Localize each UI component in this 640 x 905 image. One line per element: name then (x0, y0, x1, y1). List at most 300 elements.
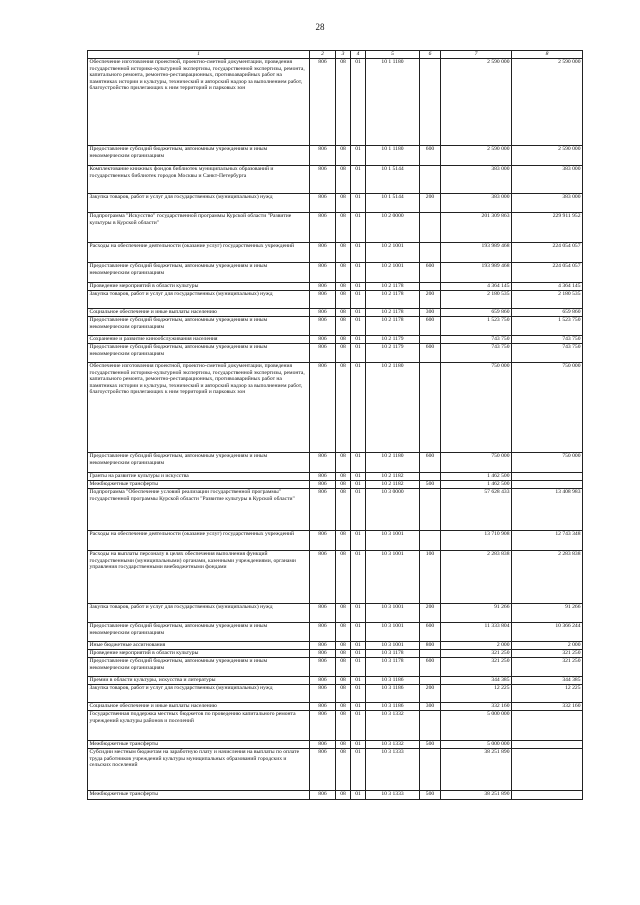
row-amount-cell: 5 000 000 (441, 741, 512, 749)
row-amount-cell: 13 408 983 (512, 489, 583, 531)
row-section-cell: 08 (336, 243, 351, 263)
row-amount-cell: 332 160 (441, 703, 512, 711)
row-ministry-cell: 806 (310, 531, 336, 551)
row-ministry-cell: 806 (310, 604, 336, 623)
row-amount-cell: 38 251 890 (441, 791, 512, 800)
row-target-article-cell: 10 2 0000 (366, 213, 420, 243)
row-amount-cell: 2 590 000 (441, 59, 512, 146)
row-subsection-cell: 01 (351, 363, 366, 453)
row-ministry-cell: 806 (310, 703, 336, 711)
row-section-cell: 08 (336, 604, 351, 623)
row-section-cell: 08 (336, 363, 351, 453)
table-row (88, 749, 583, 791)
table-row (88, 481, 583, 489)
row-name-cell: Расходы на обеспечение деятельности (оказание услуг) государственных учреждений (88, 243, 310, 263)
row-ministry-cell: 806 (310, 166, 336, 194)
row-section-cell: 08 (336, 263, 351, 283)
row-name-cell: Предоставление субсидий бюджетным, автономным учреждениям и иным некоммерческим организациям (88, 344, 310, 363)
row-target-article-cell: 10 2 1178 (366, 283, 420, 291)
row-target-article-cell: 10 1 5144 (366, 194, 420, 213)
row-amount-cell: 743 750 (441, 336, 512, 344)
row-target-article-cell: 10 3 0000 (366, 489, 420, 531)
row-section-cell: 08 (336, 213, 351, 243)
row-amount-cell: 38 251 890 (441, 749, 512, 791)
table-row (88, 453, 583, 473)
row-subsection-cell: 01 (351, 604, 366, 623)
row-amount-cell: 2 590 000 (441, 146, 512, 166)
row-name-cell: Гранты на развитие культуры и искусства (88, 473, 310, 481)
row-name-cell: Закупка товаров, работ и услуг для государственных (муниципальных) нужд (88, 291, 310, 309)
row-amount-cell: 12 225 (512, 685, 583, 703)
table-row (88, 336, 583, 344)
row-amount-cell (512, 741, 583, 749)
table-row (88, 658, 583, 677)
table-row (88, 283, 583, 291)
row-target-article-cell: 10 3 1186 (366, 703, 420, 711)
row-expense-type-cell (420, 473, 441, 481)
row-subsection-cell: 01 (351, 213, 366, 243)
row-amount-cell: 750 000 (512, 363, 583, 453)
table-row (88, 623, 583, 642)
table-row (88, 194, 583, 213)
row-subsection-cell: 01 (351, 291, 366, 309)
table-row (88, 489, 583, 531)
row-target-article-cell: 10 3 1333 (366, 791, 420, 800)
row-name-cell: Предоставление субсидий бюджетным, автономным учреждениям и иным некоммерческим организациям (88, 317, 310, 336)
table-body (88, 59, 583, 800)
row-subsection-cell: 01 (351, 791, 366, 800)
table-row (88, 243, 583, 263)
row-ministry-cell: 806 (310, 711, 336, 741)
row-target-article-cell: 10 2 1001 (366, 243, 420, 263)
table-row (88, 711, 583, 741)
row-section-cell: 08 (336, 749, 351, 791)
row-amount-cell (512, 791, 583, 800)
row-expense-type-cell (420, 213, 441, 243)
row-expense-type-cell: 300 (420, 309, 441, 317)
table-row (88, 741, 583, 749)
row-target-article-cell: 10 3 1333 (366, 749, 420, 791)
row-target-article-cell: 10 3 1332 (366, 711, 420, 741)
row-target-article-cell: 10 3 1178 (366, 658, 420, 677)
row-amount-cell: 743 750 (512, 344, 583, 363)
row-target-article-cell: 10 3 1186 (366, 685, 420, 703)
row-target-article-cell: 10 3 1332 (366, 741, 420, 749)
row-amount-cell: 383 000 (441, 166, 512, 194)
row-amount-cell (512, 473, 583, 481)
row-expense-type-cell: 100 (420, 551, 441, 604)
row-name-cell: Социальное обеспечение и иные выплаты населению (88, 309, 310, 317)
row-target-article-cell: 10 2 1180 (366, 453, 420, 473)
row-target-article-cell: 10 2 1178 (366, 317, 420, 336)
row-expense-type-cell: 600 (420, 623, 441, 642)
table-row (88, 551, 583, 604)
row-ministry-cell: 806 (310, 473, 336, 481)
row-amount-cell: 383 000 (512, 194, 583, 213)
row-section-cell: 08 (336, 658, 351, 677)
table-row (88, 59, 583, 146)
row-amount-cell: 2 000 (441, 642, 512, 650)
row-expense-type-cell: 600 (420, 317, 441, 336)
row-ministry-cell: 806 (310, 263, 336, 283)
row-target-article-cell: 10 2 1179 (366, 336, 420, 344)
header-cell: 5 (366, 51, 420, 59)
row-subsection-cell: 01 (351, 453, 366, 473)
row-amount-cell: 332 160 (512, 703, 583, 711)
row-subsection-cell: 01 (351, 59, 366, 146)
row-section-cell: 08 (336, 166, 351, 194)
row-amount-cell: 224 054 057 (512, 243, 583, 263)
row-name-cell: Предоставление субсидий бюджетным, автономным учреждениям и иным некоммерческим организациям (88, 658, 310, 677)
row-section-cell: 08 (336, 317, 351, 336)
table-row (88, 317, 583, 336)
row-amount-cell: 659 860 (441, 309, 512, 317)
table-row (88, 703, 583, 711)
row-amount-cell (512, 749, 583, 791)
budget-table (87, 50, 583, 800)
row-target-article-cell: 10 2 1180 (366, 363, 420, 453)
table-row (88, 473, 583, 481)
row-amount-cell: 750 000 (512, 453, 583, 473)
row-target-article-cell: 10 2 1178 (366, 291, 420, 309)
row-subsection-cell: 01 (351, 658, 366, 677)
row-amount-cell: 4 364 145 (441, 283, 512, 291)
row-name-cell: Обеспечение изготовления проектной, проектно-сметной документации, проведения государственной историко-культурной экспертизы, государственной экспертизы, ремонта, капитального ремонта, ремонтно-реставрационных, противоаварийных работ на памятниках истории и культуры, технический и авторский надзор за выполнением работ, благоустройство прилегающих к ним территорий и парковых зон (88, 59, 310, 146)
row-amount-cell: 383 000 (441, 194, 512, 213)
row-ministry-cell: 806 (310, 650, 336, 658)
row-expense-type-cell: 200 (420, 291, 441, 309)
row-subsection-cell: 01 (351, 283, 366, 291)
row-name-cell: Субсидии местным бюджетам на заработную плату и начисления на выплаты по оплате труда работников учреждений культуры муниципальных образований городских и сельских поселений (88, 749, 310, 791)
table-row (88, 263, 583, 283)
row-amount-cell: 1 462 500 (441, 473, 512, 481)
row-section-cell: 08 (336, 489, 351, 531)
row-target-article-cell: 10 2 1182 (366, 473, 420, 481)
row-ministry-cell: 806 (310, 309, 336, 317)
row-ministry-cell: 806 (310, 363, 336, 453)
table-row (88, 604, 583, 623)
header-cell: 4 (351, 51, 366, 59)
row-ministry-cell: 806 (310, 317, 336, 336)
row-amount-cell: 2 000 (512, 642, 583, 650)
row-section-cell: 08 (336, 453, 351, 473)
row-name-cell: Подпрограмма "Искусство" государственной программы Курской области "Развитие культуры в Курской области" (88, 213, 310, 243)
row-name-cell: Межбюджетные трансферты (88, 481, 310, 489)
row-section-cell: 08 (336, 791, 351, 800)
row-subsection-cell: 01 (351, 317, 366, 336)
table-row (88, 291, 583, 309)
row-target-article-cell: 10 2 1178 (366, 309, 420, 317)
row-ministry-cell: 806 (310, 213, 336, 243)
row-amount-cell: 11 333 804 (441, 623, 512, 642)
row-amount-cell: 4 364 145 (512, 283, 583, 291)
row-name-cell: Премии в области культуры, искусства и литературы (88, 677, 310, 685)
row-ministry-cell: 806 (310, 658, 336, 677)
row-subsection-cell: 01 (351, 741, 366, 749)
row-target-article-cell: 10 3 1178 (366, 650, 420, 658)
row-target-article-cell: 10 1 5144 (366, 166, 420, 194)
row-amount-cell: 193 989 468 (441, 243, 512, 263)
row-amount-cell: 229 911 952 (512, 213, 583, 243)
row-name-cell: Сохранение и развитие кинообслуживания населения (88, 336, 310, 344)
row-target-article-cell: 10 2 1182 (366, 481, 420, 489)
row-name-cell: Комплектование книжных фондов библиотек муниципальных образований и государственных библиотек городов Москвы и Санкт-Петербурга (88, 166, 310, 194)
row-target-article-cell: 10 3 1001 (366, 623, 420, 642)
row-section-cell: 08 (336, 283, 351, 291)
row-amount-cell: 2 283 838 (512, 551, 583, 604)
row-name-cell: Предоставление субсидий бюджетным, автономным учреждениям и иным некоммерческим организациям (88, 453, 310, 473)
table-row (88, 650, 583, 658)
row-subsection-cell: 01 (351, 650, 366, 658)
row-target-article-cell: 10 3 1001 (366, 604, 420, 623)
row-section-cell: 08 (336, 677, 351, 685)
row-target-article-cell: 10 3 1001 (366, 551, 420, 604)
row-section-cell: 08 (336, 650, 351, 658)
row-amount-cell: 344 385 (512, 677, 583, 685)
row-name-cell: Подпрограмма "Обеспечение условий реализации государственной программы" государственной программы Курской области "Развитие культуры в Курской области" (88, 489, 310, 531)
row-subsection-cell: 01 (351, 166, 366, 194)
row-expense-type-cell: 200 (420, 604, 441, 623)
row-amount-cell: 13 710 908 (441, 531, 512, 551)
row-amount-cell: 2 590 000 (512, 146, 583, 166)
row-amount-cell: 750 000 (441, 363, 512, 453)
row-ministry-cell: 806 (310, 481, 336, 489)
row-amount-cell: 12 743 348 (512, 531, 583, 551)
row-expense-type-cell (420, 283, 441, 291)
row-subsection-cell: 01 (351, 146, 366, 166)
row-section-cell: 08 (336, 336, 351, 344)
row-name-cell: Проведение мероприятий в области культуры (88, 283, 310, 291)
row-expense-type-cell (420, 336, 441, 344)
row-amount-cell: 321 250 (441, 650, 512, 658)
row-amount-cell: 12 225 (441, 685, 512, 703)
row-expense-type-cell: 500 (420, 481, 441, 489)
row-amount-cell: 383 000 (512, 166, 583, 194)
row-amount-cell: 321 250 (441, 658, 512, 677)
row-amount-cell: 743 750 (441, 344, 512, 363)
header-cell: 3 (336, 51, 351, 59)
row-expense-type-cell: 200 (420, 194, 441, 213)
row-amount-cell: 321 250 (512, 650, 583, 658)
row-section-cell: 08 (336, 711, 351, 741)
row-subsection-cell: 01 (351, 685, 366, 703)
row-ministry-cell: 806 (310, 741, 336, 749)
row-target-article-cell: 10 3 1001 (366, 531, 420, 551)
row-subsection-cell: 01 (351, 531, 366, 551)
row-amount-cell: 5 000 000 (441, 711, 512, 741)
row-section-cell: 08 (336, 741, 351, 749)
row-amount-cell (512, 481, 583, 489)
row-name-cell: Закупка товаров, работ и услуг для государственных (муниципальных) нужд (88, 604, 310, 623)
row-amount-cell: 2 283 838 (441, 551, 512, 604)
row-ministry-cell: 806 (310, 243, 336, 263)
row-amount-cell: 2 180 535 (441, 291, 512, 309)
row-name-cell: Иные бюджетные ассигнования (88, 642, 310, 650)
row-expense-type-cell (420, 711, 441, 741)
row-amount-cell: 201 309 863 (441, 213, 512, 243)
header-cell: 8 (512, 51, 583, 59)
row-section-cell: 08 (336, 309, 351, 317)
row-expense-type-cell (420, 650, 441, 658)
row-name-cell: Закупка товаров, работ и услуг для государственных (муниципальных) нужд (88, 194, 310, 213)
row-amount-cell: 193 989 468 (441, 263, 512, 283)
row-target-article-cell: 10 1 1180 (366, 146, 420, 166)
row-section-cell: 08 (336, 531, 351, 551)
row-section-cell: 08 (336, 623, 351, 642)
row-expense-type-cell: 500 (420, 791, 441, 800)
row-amount-cell: 750 000 (441, 453, 512, 473)
row-subsection-cell: 01 (351, 642, 366, 650)
row-name-cell: Проведение мероприятий в области культуры (88, 650, 310, 658)
row-subsection-cell: 01 (351, 309, 366, 317)
row-expense-type-cell (420, 166, 441, 194)
row-ministry-cell: 806 (310, 194, 336, 213)
row-subsection-cell: 01 (351, 711, 366, 741)
row-expense-type-cell: 600 (420, 146, 441, 166)
row-target-article-cell: 10 3 1001 (366, 642, 420, 650)
row-expense-type-cell: 600 (420, 263, 441, 283)
row-target-article-cell: 10 1 1180 (366, 59, 420, 146)
row-amount-cell: 321 250 (512, 658, 583, 677)
row-ministry-cell: 806 (310, 749, 336, 791)
row-expense-type-cell: 600 (420, 453, 441, 473)
row-name-cell: Социальное обеспечение и иные выплаты населению (88, 703, 310, 711)
row-amount-cell: 743 750 (512, 336, 583, 344)
row-section-cell: 08 (336, 344, 351, 363)
row-ministry-cell: 806 (310, 489, 336, 531)
row-expense-type-cell (420, 677, 441, 685)
row-amount-cell (512, 711, 583, 741)
table-row (88, 166, 583, 194)
row-subsection-cell: 01 (351, 623, 366, 642)
row-ministry-cell: 806 (310, 623, 336, 642)
row-subsection-cell: 01 (351, 703, 366, 711)
row-ministry-cell: 806 (310, 291, 336, 309)
row-amount-cell: 2 180 535 (512, 291, 583, 309)
row-amount-cell: 91 266 (512, 604, 583, 623)
row-name-cell: Межбюджетные трансферты (88, 741, 310, 749)
row-section-cell: 08 (336, 551, 351, 604)
row-amount-cell: 91 266 (441, 604, 512, 623)
table-row (88, 685, 583, 703)
row-subsection-cell: 01 (351, 677, 366, 685)
row-subsection-cell: 01 (351, 551, 366, 604)
row-ministry-cell: 806 (310, 791, 336, 800)
row-expense-type-cell: 600 (420, 344, 441, 363)
row-section-cell: 08 (336, 194, 351, 213)
row-ministry-cell: 806 (310, 344, 336, 363)
table-row (88, 344, 583, 363)
row-amount-cell: 1 523 750 (512, 317, 583, 336)
row-expense-type-cell (420, 363, 441, 453)
row-target-article-cell: 10 3 1186 (366, 677, 420, 685)
row-target-article-cell: 10 2 1001 (366, 263, 420, 283)
row-name-cell: Расходы на обеспечение деятельности (оказание услуг) государственных учреждений (88, 531, 310, 551)
table-row (88, 309, 583, 317)
row-amount-cell: 1 462 500 (441, 481, 512, 489)
row-amount-cell: 10 366 244 (512, 623, 583, 642)
table-row (88, 213, 583, 243)
row-expense-type-cell (420, 243, 441, 263)
row-ministry-cell: 806 (310, 677, 336, 685)
row-ministry-cell: 806 (310, 336, 336, 344)
row-ministry-cell: 806 (310, 642, 336, 650)
table-row (88, 677, 583, 685)
row-amount-cell: 57 628 433 (441, 489, 512, 531)
row-amount-cell: 344 385 (441, 677, 512, 685)
row-name-cell: Закупка товаров, работ и услуг для государственных (муниципальных) нужд (88, 685, 310, 703)
row-subsection-cell: 01 (351, 473, 366, 481)
table-row (88, 642, 583, 650)
row-section-cell: 08 (336, 291, 351, 309)
row-subsection-cell: 01 (351, 489, 366, 531)
row-section-cell: 08 (336, 473, 351, 481)
header-cell: 7 (441, 51, 512, 59)
row-expense-type-cell (420, 531, 441, 551)
row-section-cell: 08 (336, 642, 351, 650)
row-section-cell: 08 (336, 703, 351, 711)
table-row (88, 531, 583, 551)
table-header-row (88, 51, 583, 59)
row-amount-cell: 2 590 000 (512, 59, 583, 146)
row-expense-type-cell (420, 489, 441, 531)
row-ministry-cell: 806 (310, 685, 336, 703)
table-row (88, 363, 583, 453)
row-expense-type-cell (420, 749, 441, 791)
row-name-cell: Предоставление субсидий бюджетным, автономным учреждениям и иным некоммерческим организациям (88, 623, 310, 642)
row-subsection-cell: 01 (351, 749, 366, 791)
row-amount-cell: 1 523 750 (441, 317, 512, 336)
row-amount-cell: 659 860 (512, 309, 583, 317)
row-section-cell: 08 (336, 59, 351, 146)
row-subsection-cell: 01 (351, 263, 366, 283)
row-expense-type-cell: 500 (420, 741, 441, 749)
row-name-cell: Обеспечение изготовления проектной, проектно-сметной документации, проведения государственной историко-культурной экспертизы, государственной экспертизы, ремонта, капитального ремонта, ремонтно-реставрационных, противоаварийных работ на памятниках истории и культуры, технический и авторский надзор за выполнением работ, благоустройство прилегающих к ним территорий и парковых зон (88, 363, 310, 453)
row-ministry-cell: 806 (310, 283, 336, 291)
row-ministry-cell: 806 (310, 551, 336, 604)
row-section-cell: 08 (336, 685, 351, 703)
row-name-cell: Расходы на выплаты персоналу в целях обеспечения выполнения функций государственными (муниципальными) органами, казенными учреждениями, органами управления государственными внебюджетными фондами (88, 551, 310, 604)
row-expense-type-cell (420, 59, 441, 146)
row-ministry-cell: 806 (310, 453, 336, 473)
row-name-cell: Межбюджетные трансферты (88, 791, 310, 800)
row-amount-cell: 224 054 057 (512, 263, 583, 283)
row-expense-type-cell: 600 (420, 658, 441, 677)
row-subsection-cell: 01 (351, 344, 366, 363)
row-expense-type-cell: 800 (420, 642, 441, 650)
row-subsection-cell: 01 (351, 336, 366, 344)
table-row (88, 146, 583, 166)
row-section-cell: 08 (336, 146, 351, 166)
row-name-cell: Предоставление субсидий бюджетным, автономным учреждениям и иным некоммерческим организациям (88, 263, 310, 283)
row-ministry-cell: 806 (310, 59, 336, 146)
header-cell: 2 (310, 51, 336, 59)
row-name-cell: Предоставление субсидий бюджетным, автономным учреждениям и иным некоммерческим организациям (88, 146, 310, 166)
row-section-cell: 08 (336, 481, 351, 489)
table-row (88, 791, 583, 800)
row-target-article-cell: 10 2 1179 (366, 344, 420, 363)
row-expense-type-cell: 300 (420, 703, 441, 711)
row-subsection-cell: 01 (351, 194, 366, 213)
row-name-cell: Государственная поддержка местных бюджетов по проведению капитального ремонта учреждений культуры районов и поселений (88, 711, 310, 741)
header-cell: 6 (420, 51, 441, 59)
row-expense-type-cell: 200 (420, 685, 441, 703)
row-ministry-cell: 806 (310, 146, 336, 166)
header-cell: 1 (88, 51, 310, 59)
row-subsection-cell: 01 (351, 243, 366, 263)
page-number: 28 (315, 22, 325, 32)
row-subsection-cell: 01 (351, 481, 366, 489)
